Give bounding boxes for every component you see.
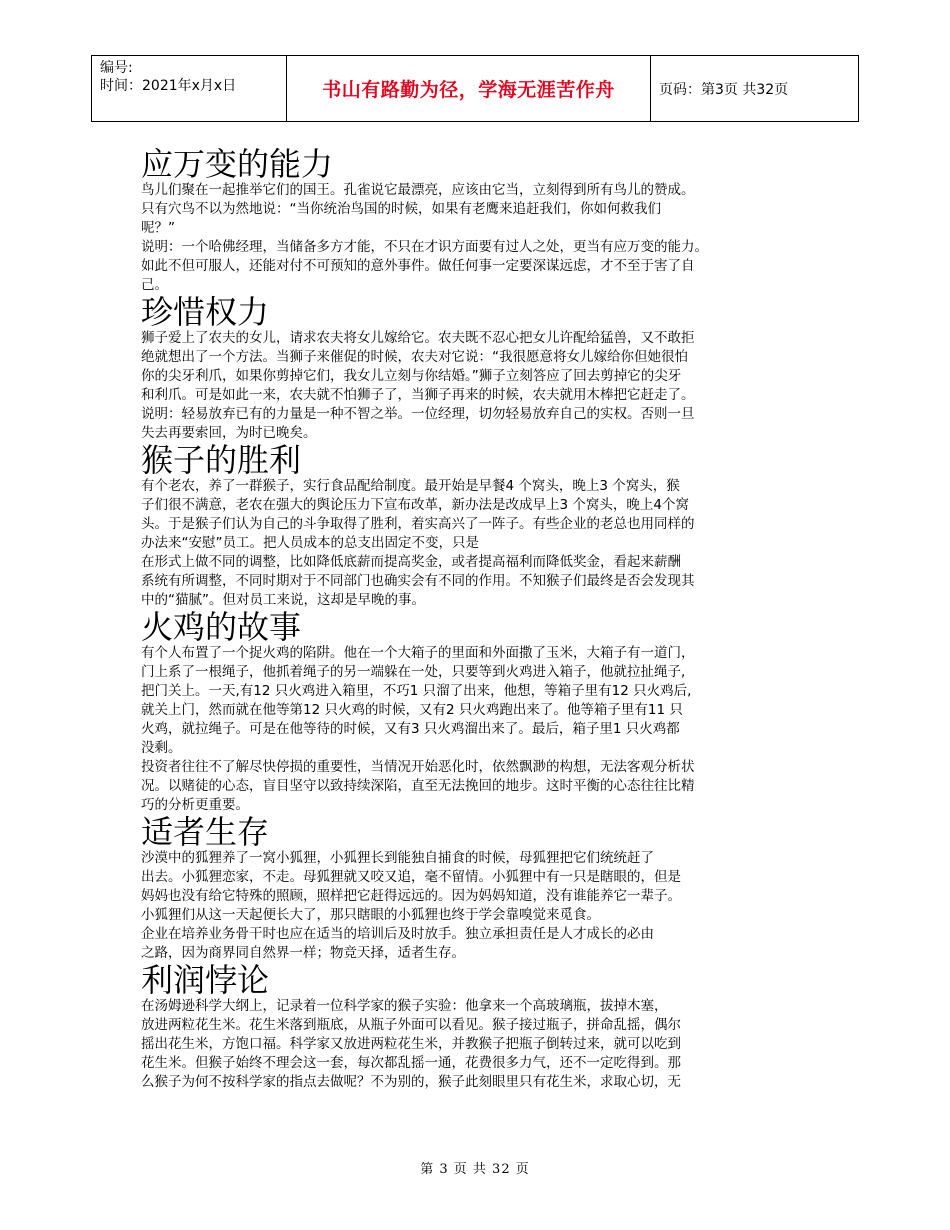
paragraph-line: 有个老农，养了一群猴子，实行食品配给制度。最开始是早餐4 个窝头，晚上3 个窝头，猴: [141, 478, 680, 494]
header-page-cell: [651, 56, 858, 121]
paragraph-line: 火鸡，就拉绳子。可是在他等待的时候，又有3 只火鸡溜出来了。最后，箱子里1 只火鸡都: [141, 721, 680, 737]
paragraph-line: 小狐狸们从这一天起便长大了，那只瞎眼的小狐狸也终于学会靠嗅觉来觅食。: [141, 907, 600, 923]
section: [141, 610, 831, 815]
paragraph-line: 门上系了一根绳子，他抓着绳子的另一端躲在一处，只要等到火鸡进入箱子，他就拉扯绳子,: [141, 664, 686, 680]
paragraph-line: 中的“猫腻”。但对员工来说，这却是早晚的事。: [141, 592, 425, 608]
paragraph-line: 把门关上。一天,有12 只火鸡进入箱里，不巧1 只溜了出来，他想，等箱子里有12 只火鸡后,: [141, 683, 692, 699]
paragraph-line: 只有穴鸟不以为然地说：“当你统治鸟国的时候，如果有老鹰来追赶我们，你如何救我们: [141, 201, 661, 217]
section-title: 火鸡的故事: [141, 608, 302, 646]
section-title: 珍惜权力: [141, 293, 270, 331]
paragraph-line: 就关上门，然而就在他等第12 只火鸡的时候，又有2 只火鸡跑出来了。他等箱子里有11 只: [141, 702, 683, 718]
paragraph-line: 说明：一个哈佛经理，当储备多方才能，不只在才识方面要有过人之处，更当有应万变的能力。: [141, 239, 708, 255]
paragraph-line: 沙漠中的狐狸养了一窝小狐狸，小狐狸长到能独自捕食的时候，母狐狸把它们统统赶了: [141, 850, 654, 866]
paragraph-line: 出去。小狐狸恋家，不走。母狐狸就又咬又追，毫不留情。小狐狸中有一只是瞎眼的，但是: [141, 869, 681, 885]
paragraph-line: 办法来“安慰”员工。把人员成本的总支出固定不变，只是: [141, 535, 479, 551]
section-title: 适者生存: [141, 813, 270, 851]
paragraph-line: 有个人布置了一个捉火鸡的陷阱。他在一个大箱子的里面和外面撒了玉米，大箱子有一道门，: [141, 645, 695, 661]
paragraph-line: 么猴子为何不按科学家的指点去做呢？不为别的，猴子此刻眼里只有花生米，求取心切，无: [141, 1074, 681, 1090]
header-table: [91, 55, 859, 122]
time-label: 时间：2021年x月x日: [100, 78, 237, 94]
paragraph-line: 妈妈也没有给它特殊的照顾，照样把它赶得远远的。因为妈妈知道，没有谁能养它一辈子。: [141, 888, 681, 904]
paragraph-line: 没剩。: [141, 740, 182, 756]
paragraph-line: 在汤姆逊科学大纲上，记录着一位科学家的猴子实验：他拿来一个高玻璃瓶，拔掉木塞，: [141, 998, 668, 1014]
section-title: 应万变的能力: [141, 145, 334, 183]
paragraph-line: 己。: [141, 277, 168, 293]
section: [141, 815, 831, 963]
paragraph-line: 况。以赌徒的心态，盲目坚守以致持续深陷，直至无法挽回的地步。这时平衡的心态往往比精: [141, 778, 695, 794]
paragraph-line: 放进两粒花生米。花生米落到瓶底，从瓶子外面可以看见。猴子接过瓶子，拼命乱摇，偶尔: [141, 1017, 681, 1033]
paragraph-line: 你的尖牙利爪，如果你剪掉它们，我女儿立刻与你结婚。”狮子立刻答应了回去剪掉它的尖牙: [141, 368, 682, 384]
section: [141, 295, 831, 443]
serial-label: 编号:: [100, 60, 133, 76]
motto-text: 书山有路勤为径，学海无涯苦作舟: [322, 79, 615, 101]
section: [141, 963, 831, 1092]
paragraph-line: 巧的分析更重要。: [141, 797, 249, 813]
paragraph-line: 系统有所调整，不同时期对于不同部门也确实会有不同的作用。不知猴子们最终是否会发现其: [141, 573, 695, 589]
paragraph-line: 子们很不满意，老农在强大的舆论压力下宣布改革，新办法是改成早上3 个窝头，晚上4个窝: [141, 497, 689, 513]
paragraph-line: 花生米。但猴子始终不理会这一套，每次都乱摇一通，花费很多力气，还不一定吃得到。那: [141, 1055, 681, 1071]
paragraph-line: 和利爪。可是如此一来，农夫就不怕狮子了，当狮子再来的时候，农夫就用木棒把它赶走了。: [141, 387, 695, 403]
section-title: 猴子的胜利: [141, 441, 302, 479]
page-info: 页码：第3页 共32页: [659, 81, 789, 98]
paragraph-line: 摇出花生米，方饱口福。科学家又放进两粒花生米，并教猴子把瓶子倒转过来，就可以吃到: [141, 1036, 681, 1052]
paragraph-line: 失去再要索回，为时已晚矣。: [141, 425, 317, 441]
paragraph-line: 投资者往往不了解尽快停损的重要性，当情况开始恶化时，依然飘渺的构想，无法客观分析状: [141, 759, 695, 775]
document-body: [141, 147, 831, 1092]
section-title: 利润悖论: [141, 961, 270, 999]
paragraph-line: 绝就想出了一个方法。当狮子来催促的时候，农夫对它说：“我很愿意将女儿嫁给你但她很怕: [141, 349, 688, 365]
paragraph-line: 狮子爱上了农夫的女儿，请求农夫将女儿嫁给它。农夫既不忍心把女儿许配给猛兽，又不敢拒: [141, 330, 695, 346]
section: [141, 443, 831, 610]
paragraph-line: 呢？”: [141, 220, 175, 236]
paragraph-line: 在形式上做不同的调整，比如降低底薪而提高奖金，或者提高福利而降低奖金，看起来薪酬: [141, 554, 681, 570]
paragraph-line: 之路，因为商界同自然界一样；物竞天择，适者生存。: [141, 945, 465, 961]
header-info-cell: [92, 56, 287, 121]
paragraph-line: 鸟儿们聚在一起推举它们的国王。孔雀说它最漂亮，应该由它当，立刻得到所有鸟儿的赞成。: [141, 182, 695, 198]
paragraph-line: 企业在培养业务骨干时也应在适当的培训后及时放手。独立承担责任是人才成长的必由: [141, 926, 654, 942]
page-footer: 第 3 页 共 32 页: [420, 1162, 530, 1177]
paragraph-line: 如此不但可服人，还能对付不可预知的意外事件。做任何事一定要深谋远虑，才不至于害了自: [141, 258, 695, 274]
paragraph-line: 说明：轻易放弃已有的力量是一种不智之举。一位经理，切勿轻易放弃自己的实权。否则一旦: [141, 406, 695, 422]
section: [141, 147, 831, 295]
header-motto-cell: [287, 56, 651, 121]
paragraph-line: 头。于是猴子们认为自己的斗争取得了胜利，着实高兴了一阵子。有些企业的老总也用同样的: [141, 516, 695, 532]
